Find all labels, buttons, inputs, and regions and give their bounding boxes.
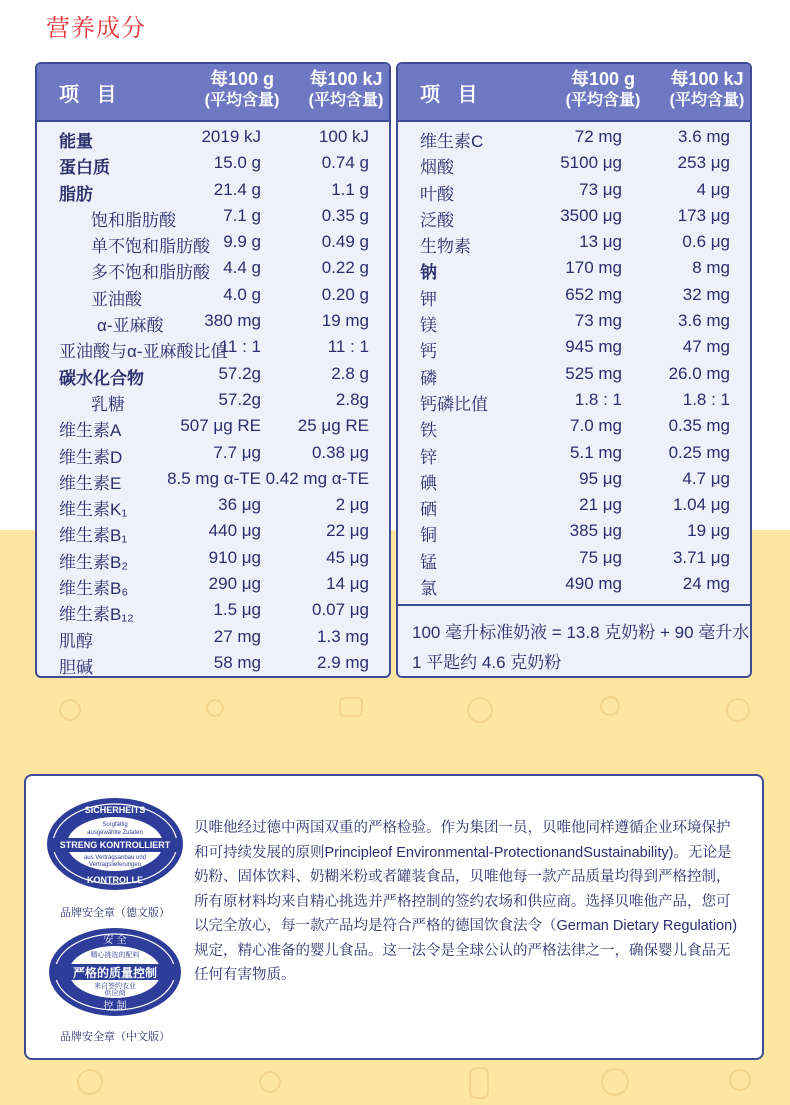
- header-per-100kj: 每100 kJ (平均含量): [669, 69, 745, 109]
- svg-text:STRENG KONTROLLIERT: STRENG KONTROLLIERT: [59, 840, 171, 850]
- note-line-ratio: 100 毫升标准奶液 = 13.8 克奶粉 + 90 毫升水: [412, 623, 750, 642]
- value-per-100g: 72 mg: [574, 127, 622, 146]
- value-per-100g: 7.1 g: [223, 205, 261, 225]
- seal-chinese-icon: [40, 926, 190, 1026]
- svg-text:ausgewählte Zutaten: ausgewählte Zutaten: [87, 830, 143, 836]
- quality-info-card: [24, 774, 764, 1060]
- nutrient-name: 磷: [420, 368, 437, 388]
- nutrient-name: 维生素B₂: [59, 552, 128, 572]
- value-per-100g: 58 mg: [213, 652, 261, 672]
- value-per-100g: 27 mg: [213, 626, 261, 646]
- value-per-100kj: 11 : 1: [327, 337, 369, 357]
- value-per-100kj: 2.8g: [335, 389, 369, 409]
- table-row: [398, 440, 750, 466]
- value-per-100kj: 0.49 g: [321, 232, 369, 252]
- nutrient-name: 铜: [420, 526, 437, 546]
- table-row: [398, 545, 750, 571]
- value-per-100g: 95 μg: [579, 468, 622, 488]
- nutrient-name: 维生素B₁: [59, 526, 128, 546]
- value-per-100g: 490 mg: [565, 574, 622, 594]
- table-row: [37, 413, 389, 439]
- value-per-100kj: 0.25 mg: [668, 442, 730, 462]
- value-per-100g: 290 μg: [208, 574, 261, 594]
- table-row: [398, 571, 750, 597]
- nutrition-table-left: [35, 62, 391, 678]
- table-row: [398, 387, 750, 413]
- value-per-100g: 525 mg: [565, 363, 622, 383]
- value-per-100g: 4.0 g: [223, 284, 261, 304]
- nutrient-name: 饱和脂肪酸: [91, 210, 176, 230]
- value-per-100kj: 173 μg: [677, 205, 730, 225]
- nutrient-name: 碳水化合物: [59, 368, 144, 388]
- value-per-100kj: 0.38 μg: [311, 442, 369, 462]
- value-per-100g: 1.8 : 1: [574, 389, 622, 409]
- value-per-100g: 1.5 μg: [213, 600, 261, 620]
- nutrient-name: 胆碱: [59, 657, 93, 677]
- table-row: [37, 124, 389, 150]
- value-per-100kj: 8 mg: [692, 258, 730, 278]
- value-per-100g: 15.0 g: [213, 153, 261, 173]
- svg-text:严格的质量控制: 严格的质量控制: [72, 966, 158, 980]
- table-row: [37, 203, 389, 229]
- table-row: [398, 150, 750, 176]
- nutrient-name: 维生素B₆: [59, 579, 129, 599]
- value-per-100g: 7.0 mg: [570, 416, 622, 436]
- value-per-100g: 75 μg: [579, 547, 622, 567]
- nutrition-table-right: [396, 62, 752, 678]
- table-row: [398, 229, 750, 255]
- value-per-100kj: 3.6 mg: [678, 311, 730, 331]
- nutrient-name: 锌: [420, 447, 437, 467]
- table-row: [37, 597, 389, 623]
- value-per-100kj: 14 μg: [326, 574, 369, 594]
- decorative-pattern-bottom: [0, 1060, 790, 1105]
- value-per-100kj: 4.7 μg: [682, 468, 730, 488]
- value-per-100kj: 4 μg: [696, 179, 730, 199]
- header-per-100g: 每100 g (平均含量): [565, 69, 641, 109]
- table-row: [398, 124, 750, 150]
- nutrient-name: 亚油酸与α-亚麻酸比值: [59, 342, 228, 362]
- value-per-100kj: 22 μg: [326, 521, 369, 541]
- table-row: [37, 466, 389, 492]
- note-line-scoop: 1 平匙约 4.6 克奶粉: [412, 653, 562, 672]
- nutrient-name: 碘: [420, 473, 437, 493]
- value-per-100g: 3500 μg: [560, 205, 622, 225]
- table-row: [398, 413, 750, 439]
- nutrient-name: 钙磷比值: [420, 394, 488, 414]
- nutrient-name: 亚油酸: [91, 289, 142, 309]
- nutrient-name: 肌醇: [59, 631, 93, 651]
- nutrient-name: 生物素: [420, 237, 471, 257]
- value-per-100g: 73 mg: [574, 311, 622, 331]
- value-per-100kj: 3.6 mg: [678, 127, 730, 146]
- value-per-100g: 170 mg: [565, 258, 622, 278]
- seal-chinese-label: 品牌安全章（中文版）: [60, 1031, 170, 1043]
- value-per-100g: 36 μg: [218, 495, 261, 515]
- value-per-100kj: 1.8 : 1: [682, 389, 730, 409]
- svg-text:Vertragslieferungen: Vertragslieferungen: [88, 862, 142, 868]
- value-per-100kj: 19 mg: [321, 311, 369, 331]
- nutrient-name: 泛酸: [420, 210, 454, 230]
- table-row: [37, 255, 389, 281]
- table-row: [37, 650, 389, 676]
- nutrient-name: 叶酸: [420, 184, 454, 204]
- preparation-note: [398, 604, 750, 678]
- value-per-100g: 380 mg: [204, 311, 261, 331]
- table-row: [398, 308, 750, 334]
- value-per-100g: 2019 kJ: [201, 127, 261, 146]
- nutrient-name: 锰: [420, 552, 437, 572]
- nutrient-name: 硒: [420, 500, 437, 520]
- table-row: [37, 624, 389, 650]
- value-per-100kj: 2.8 g: [331, 363, 369, 383]
- table-rows: [398, 124, 750, 597]
- seal-german: [40, 796, 190, 919]
- table-row: [37, 492, 389, 518]
- nutrient-name: 脂肪: [59, 184, 93, 204]
- value-per-100kj: 0.74 g: [321, 153, 369, 173]
- nutrient-name: 维生素A: [59, 421, 122, 441]
- header-per-100kj: 每100 kJ (平均含量): [308, 69, 384, 109]
- value-per-100kj: 19 μg: [687, 521, 730, 541]
- table-row: [37, 545, 389, 571]
- value-per-100g: 21.4 g: [213, 179, 261, 199]
- table-row: [398, 466, 750, 492]
- nutrient-name: 铁: [420, 421, 437, 441]
- table-row: [37, 308, 389, 334]
- value-per-100kj: 24 mg: [682, 574, 730, 594]
- nutrient-name: 维生素E: [59, 473, 122, 493]
- value-per-100g: 13 μg: [579, 232, 622, 252]
- value-per-100g: 385 μg: [569, 521, 622, 541]
- nutrient-name: 烟酸: [420, 158, 454, 178]
- table-row: [37, 334, 389, 360]
- nutrient-name: 蛋白质: [59, 158, 110, 178]
- quality-description: 贝唯他经过德中两国双重的严格检验。作为集团一员，贝唯他同样遵循企业环境保护和可持续发展的原则Principleof Environmental-ProtectionandSustainability)。无论是奶粉、固体饮料、奶糊米粉或者罐装食品，贝唯他每一款产品质量均得到严格控制，所有原材料均来自精心挑选并严格控制的签约农场和供应商。选择贝唯他产品，您可以完全放心，每一款产品均是符合严格的德国饮食法令（German Dietary Regulation)规定，精心准备的婴儿食品。这一法令是全球公认的严格法律之一，确保婴儿食品无任何有害物质。: [194, 820, 738, 983]
- nutrient-name: 维生素K₁: [59, 500, 128, 520]
- svg-text:来自签约农业: 来自签约农业: [94, 982, 136, 990]
- value-per-100g: 7.7 μg: [213, 442, 261, 462]
- table-rows: [37, 124, 389, 676]
- value-per-100kj: 100 kJ: [318, 127, 369, 146]
- table-row: [37, 177, 389, 203]
- value-per-100kj: 0.6 μg: [682, 232, 730, 252]
- table-row: [37, 440, 389, 466]
- table-row: [37, 150, 389, 176]
- value-per-100g: 507 μg RE: [180, 416, 261, 436]
- nutrient-name: 维生素C: [420, 132, 484, 151]
- nutrient-name: α-亚麻酸: [97, 316, 164, 336]
- nutrient-name: 维生素B₁₂: [59, 605, 134, 625]
- value-per-100kj: 253 μg: [677, 153, 730, 173]
- table-row: [37, 518, 389, 544]
- table-row: [398, 203, 750, 229]
- seal-german-icon: [40, 796, 190, 901]
- nutrient-name: 多不饱和脂肪酸: [91, 263, 210, 283]
- value-per-100g: 652 mg: [565, 284, 622, 304]
- value-per-100kj: 45 μg: [326, 547, 369, 567]
- value-per-100g: 440 μg: [208, 521, 261, 541]
- value-per-100g: 57.2g: [218, 389, 261, 409]
- table-row: [37, 282, 389, 308]
- nutrient-name: 镁: [420, 316, 437, 336]
- table-header: [398, 64, 750, 122]
- header-item: 项 目: [420, 84, 484, 106]
- value-per-100kj: 0.22 g: [321, 258, 369, 278]
- value-per-100kj: 3.71 μg: [672, 547, 730, 567]
- value-per-100g: 945 mg: [565, 337, 622, 357]
- nutrient-name: 单不饱和脂肪酸: [91, 237, 210, 257]
- value-per-100kj: 0.07 μg: [311, 600, 369, 620]
- value-per-100kj: 26.0 mg: [668, 363, 730, 383]
- nutrient-name: 能量: [59, 132, 93, 151]
- value-per-100g: 5.1 mg: [570, 442, 622, 462]
- table-row: [398, 334, 750, 360]
- value-per-100g: 73 μg: [579, 179, 622, 199]
- table-header: [37, 64, 389, 122]
- value-per-100kj: 1.3 mg: [317, 626, 369, 646]
- value-per-100kj: 1.04 μg: [672, 495, 730, 515]
- table-row: [398, 492, 750, 518]
- decorative-pattern-top: [0, 680, 790, 740]
- table-row: [37, 571, 389, 597]
- value-per-100g: 8.5 mg α-TE: [167, 468, 261, 488]
- nutrient-name: 钾: [420, 289, 437, 309]
- value-per-100g: 4.4 g: [223, 258, 261, 278]
- seal-german-label: 品牌安全章（德文版）: [60, 907, 170, 919]
- svg-text:安 全: 安 全: [103, 935, 127, 946]
- value-per-100kj: 1.1 g: [331, 179, 369, 199]
- table-row: [398, 518, 750, 544]
- nutrient-name: 钙: [420, 342, 437, 362]
- svg-text:Sorgfältig: Sorgfältig: [102, 822, 128, 828]
- svg-text:控 制: 控 制: [103, 1001, 127, 1012]
- value-per-100g: 21 μg: [579, 495, 622, 515]
- value-per-100kj: 0.42 mg α-TE: [265, 468, 369, 488]
- table-row: [398, 282, 750, 308]
- value-per-100g: 11 : 1: [219, 337, 261, 357]
- value-per-100kj: 47 mg: [682, 337, 730, 357]
- svg-text:SICHERHEITS: SICHERHEITS: [84, 805, 146, 815]
- table-row: [398, 255, 750, 281]
- header-item: 项 目: [59, 84, 123, 106]
- value-per-100g: 910 μg: [208, 547, 261, 567]
- value-per-100g: 5100 μg: [560, 153, 622, 173]
- seal-chinese: [40, 926, 190, 1043]
- value-per-100kj: 2 μg: [335, 495, 369, 515]
- table-row: [398, 361, 750, 387]
- value-per-100kj: 0.20 g: [321, 284, 369, 304]
- value-per-100g: 57.2g: [218, 363, 261, 383]
- table-row: [37, 229, 389, 255]
- svg-text:aus Vertragsanbau und: aus Vertragsanbau und: [83, 855, 147, 861]
- page-title: 营养成分: [46, 15, 146, 42]
- svg-text:精心挑选的配料: 精心挑选的配料: [90, 951, 140, 959]
- value-per-100kj: 32 mg: [682, 284, 730, 304]
- nutrient-name: 氯: [420, 579, 437, 599]
- value-per-100kj: 2.9 mg: [317, 652, 369, 672]
- value-per-100g: 9.9 g: [223, 232, 261, 252]
- svg-text:KONTROLLE: KONTROLLE: [87, 875, 143, 885]
- table-row: [37, 387, 389, 413]
- nutrient-name: 维生素D: [59, 447, 123, 467]
- header-per-100g: 每100 g (平均含量): [204, 69, 280, 109]
- value-per-100kj: 0.35 g: [321, 205, 369, 225]
- table-row: [37, 361, 389, 387]
- nutrient-name: 钠: [420, 263, 437, 283]
- table-row: [398, 177, 750, 203]
- nutrient-name: 乳糖: [91, 394, 125, 414]
- value-per-100kj: 25 μg RE: [297, 416, 369, 436]
- value-per-100kj: 0.35 mg: [668, 416, 730, 436]
- svg-text:供应商: 供应商: [104, 989, 126, 997]
